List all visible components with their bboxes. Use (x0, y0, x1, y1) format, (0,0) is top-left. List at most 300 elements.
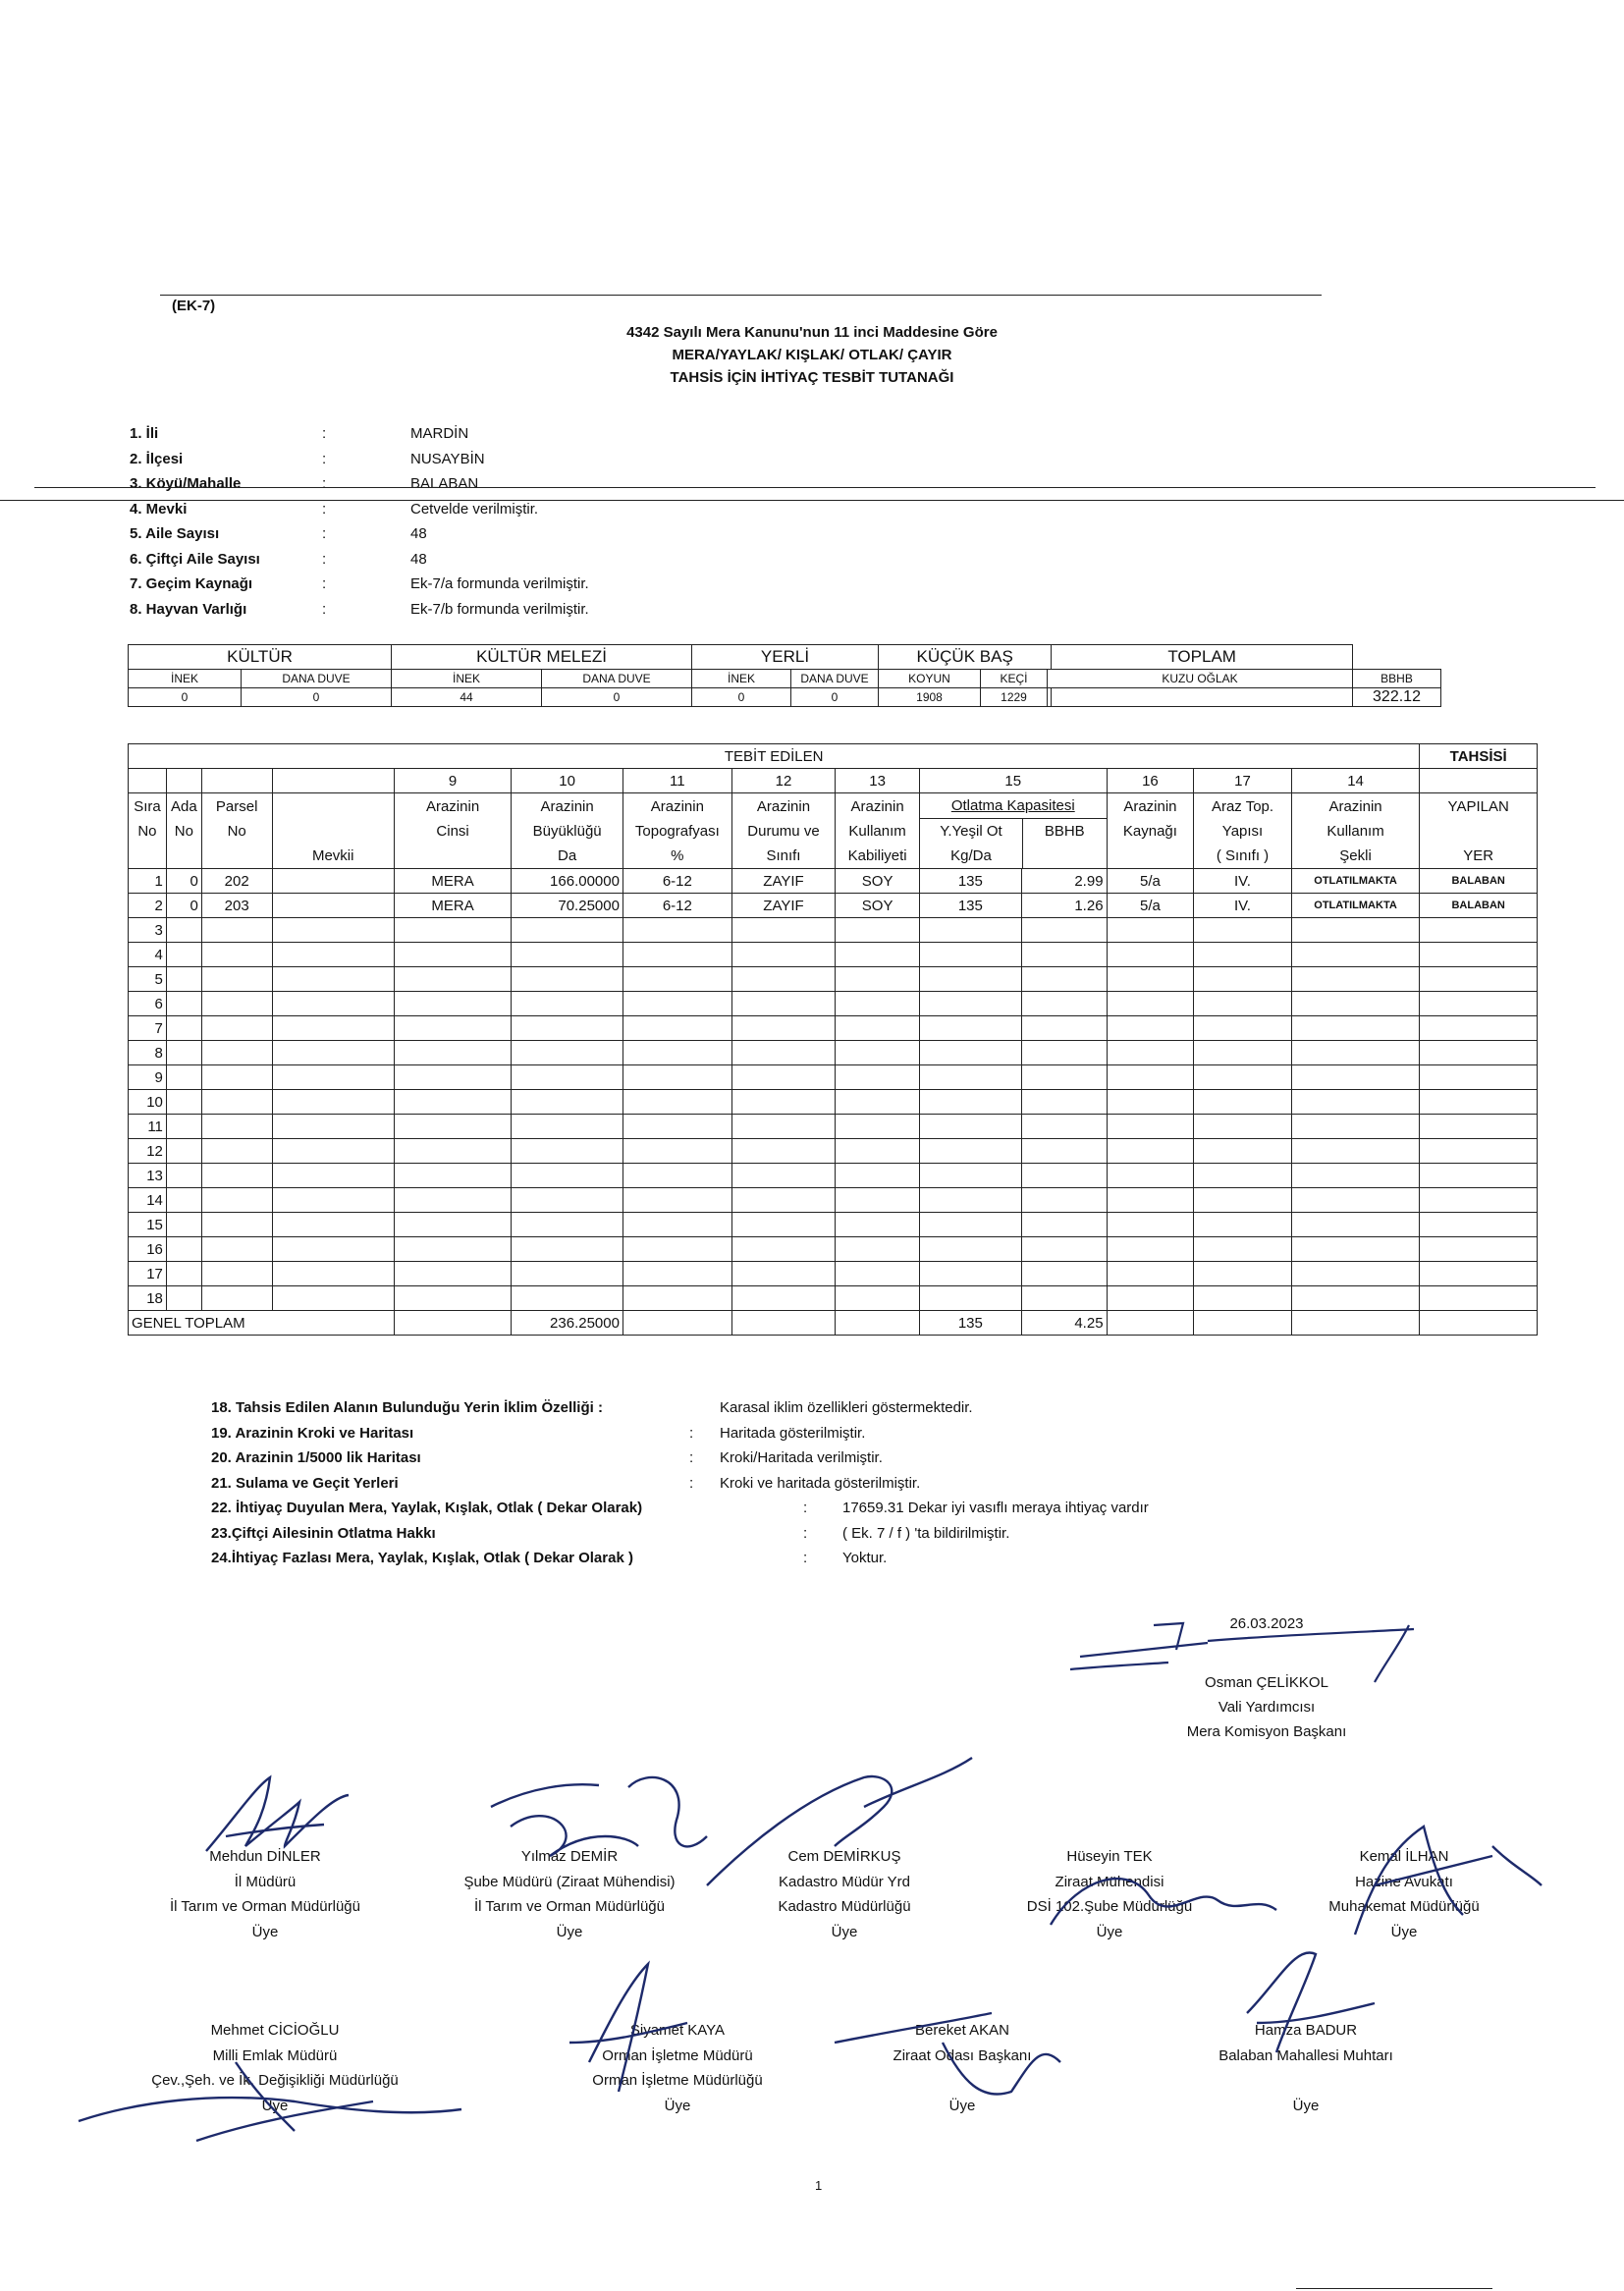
member-org: İl Tarım ve Orman Müdürlüğü (474, 1898, 665, 1915)
table-cell (201, 918, 272, 943)
col-header: YER (1463, 846, 1494, 864)
item-value: ( Ek. 7 / f ) 'ta bildirilmiştir. (842, 1524, 1010, 1542)
table-cell (1291, 1016, 1420, 1041)
livestock-value: 0 (129, 688, 242, 707)
table-cell (1420, 1016, 1538, 1041)
table-cell (1107, 1016, 1194, 1041)
row-number: 4 (129, 943, 167, 967)
table-cell (919, 918, 1021, 943)
table-cell (512, 943, 623, 967)
table-row (129, 1164, 1538, 1188)
table-cell (166, 1090, 201, 1115)
col-header: Topografyası (634, 822, 720, 840)
table-cell (512, 1262, 623, 1286)
member-role: Üye (1390, 1923, 1418, 1940)
table-cell (836, 1139, 920, 1164)
table-cell (731, 918, 836, 943)
table-cell (836, 1237, 920, 1262)
item-label: 19. Arazinin Kroki ve Haritası (211, 1424, 414, 1442)
table-cell (1194, 943, 1291, 967)
table-cell (1194, 1164, 1291, 1188)
table-cell (272, 1286, 394, 1311)
member-role: Üye (556, 1923, 583, 1940)
table-cell (1420, 1090, 1538, 1115)
member-title: Ziraat Mühendisi (1055, 1873, 1164, 1890)
table-cell (1107, 943, 1194, 967)
table-cell (731, 1041, 836, 1065)
table-cell (1291, 967, 1420, 992)
col-header: Kaynağı (1122, 822, 1177, 840)
table-cell (836, 1164, 920, 1188)
table-cell (919, 1041, 1021, 1065)
livestock-value-blank (1052, 688, 1353, 707)
info-separator: : (322, 575, 327, 592)
table-cell (1021, 967, 1107, 992)
livestock-subheader: DANA DUVE (242, 670, 392, 688)
form-code: (EK-7) (172, 298, 216, 314)
table-cell (1420, 1286, 1538, 1311)
table-cell (512, 1065, 623, 1090)
member-org: İl Tarım ve Orman Müdürlüğü (170, 1898, 360, 1915)
row-number: 7 (129, 1016, 167, 1041)
member-name: Kemal İLHAN (1359, 1848, 1449, 1865)
table-cell (512, 1286, 623, 1311)
table-row (129, 1115, 1538, 1139)
table-cell (919, 1016, 1021, 1041)
table-cell: SOY (836, 894, 920, 918)
item-value: Kroki ve haritada gösterilmiştir. (720, 1474, 921, 1492)
item-separator: : (803, 1500, 808, 1516)
col-number: 11 (623, 769, 731, 793)
table-row (129, 894, 1538, 918)
col-header: Mevkii (311, 847, 354, 864)
table-cell (201, 1139, 272, 1164)
table-cell (201, 1016, 272, 1041)
table-cell (272, 1237, 394, 1262)
table-cell (166, 1139, 201, 1164)
table-cell (1021, 1213, 1107, 1237)
col-header: No (227, 822, 246, 840)
table-cell (623, 1164, 731, 1188)
table-cell (1107, 1139, 1194, 1164)
table-cell (166, 1262, 201, 1286)
info-value: Cetvelde verilmiştir. (410, 500, 539, 518)
table-cell (1107, 1065, 1194, 1090)
table-cell (623, 1041, 731, 1065)
info-separator: : (322, 500, 327, 518)
col-header: Arazinin (1328, 797, 1382, 815)
table-cell (919, 1090, 1021, 1115)
table-cell (201, 1090, 272, 1115)
table-cell: 1.26 (1021, 894, 1107, 918)
table-cell (836, 1016, 920, 1041)
table-cell (1107, 1237, 1194, 1262)
info-label: 1. İli (130, 425, 159, 442)
row-number: 10 (129, 1090, 167, 1115)
col-header: Şekli (1339, 846, 1372, 864)
member-org: Orman İşletme Müdürlüğü (592, 2072, 763, 2089)
info-label: 4. Mevki (130, 500, 188, 518)
table-cell (623, 1065, 731, 1090)
col-number: 15 (919, 769, 1107, 793)
table-cell: 5/a (1107, 869, 1194, 894)
member-name: Yılmaz DEMİR (520, 1848, 619, 1865)
table-cell: BALABAN (1420, 869, 1538, 894)
table-cell (272, 1262, 394, 1286)
table-cell: 166.00000 (512, 869, 623, 894)
table-cell: BALABAN (1420, 894, 1538, 918)
table-cell (1194, 918, 1291, 943)
table-cell (1107, 1164, 1194, 1188)
table-cell (1107, 1286, 1194, 1311)
item-separator: : (689, 1474, 694, 1492)
table-cell: 6-12 (623, 894, 731, 918)
table-cell (394, 992, 511, 1016)
table-cell: ZAYIF (731, 869, 836, 894)
table-cell (1194, 992, 1291, 1016)
table-cell (1291, 918, 1420, 943)
table-cell (1021, 1164, 1107, 1188)
col-header: Otlatma Kapasitesi (950, 797, 1075, 814)
info-label: 2. İlçesi (130, 450, 184, 467)
col-header: Büyüklüğü (532, 822, 602, 840)
row-number: 18 (129, 1286, 167, 1311)
livestock-value: 1229 (981, 688, 1048, 707)
row-number: 11 (129, 1115, 167, 1139)
col-header: Yapısı (1221, 822, 1264, 840)
member-name: Mehdun DİNLER (209, 1848, 321, 1865)
table-cell (1107, 992, 1194, 1016)
table-cell (1291, 1286, 1420, 1311)
col-header: Arazinin (850, 797, 904, 815)
table-row (129, 1237, 1538, 1262)
livestock-value: 322.12 (1353, 688, 1441, 707)
table-cell (272, 1041, 394, 1065)
table-cell: OTLATILMAKTA (1291, 869, 1420, 894)
chair-name: Osman ÇELİKKOL (1205, 1674, 1328, 1691)
table-cell (394, 1016, 511, 1041)
table-cell (272, 1188, 394, 1213)
table-cell (1194, 1090, 1291, 1115)
table-cell (836, 1041, 920, 1065)
table-cell (166, 1065, 201, 1090)
item-separator: : (689, 1449, 694, 1466)
member-org: Muhakemat Müdürlüğü (1328, 1898, 1480, 1915)
table-cell (512, 1213, 623, 1237)
livestock-value: 0 (242, 688, 392, 707)
info-separator: : (322, 550, 327, 568)
table-cell (272, 1090, 394, 1115)
table-cell (1420, 918, 1538, 943)
livestock-value: 0 (692, 688, 791, 707)
table-cell: 2.99 (1021, 869, 1107, 894)
info-value: MARDİN (410, 425, 469, 442)
table-row (129, 943, 1538, 967)
table-cell (512, 1090, 623, 1115)
total-area: 236.25000 (512, 1311, 623, 1336)
item-separator: : (689, 1424, 694, 1442)
table-cell (1194, 1286, 1291, 1311)
table-row (129, 869, 1538, 894)
livestock-value: 0 (542, 688, 692, 707)
table-cell (1021, 918, 1107, 943)
table-cell (836, 1115, 920, 1139)
table-cell (1021, 1041, 1107, 1065)
col-number: 16 (1107, 769, 1194, 793)
table-cell (201, 1188, 272, 1213)
table-row (129, 1090, 1538, 1115)
table-cell (394, 1237, 511, 1262)
info-value: NUSAYBİN (410, 450, 485, 467)
col-header: Parsel (215, 797, 258, 815)
row-number: 12 (129, 1139, 167, 1164)
table-cell (272, 992, 394, 1016)
livestock-subheader: İNEK (392, 670, 542, 688)
livestock-subheader: DANA DUVE (791, 670, 879, 688)
member-title: Şube Müdürü (Ziraat Mühendisi) (463, 1873, 676, 1890)
col-header: Kabiliyeti (847, 846, 907, 864)
title-line-1: 4342 Sayılı Mera Kanunu'nun 11 inci Maddesine Göre (626, 324, 998, 341)
col-header: Araz Top. (1211, 797, 1274, 815)
table-cell (1107, 967, 1194, 992)
col-header: Kullanım (1326, 822, 1384, 840)
table-cell (166, 943, 201, 967)
table-cell (836, 967, 920, 992)
member-org: DSİ 102.Şube Müdürlüğü (1026, 1898, 1193, 1915)
table-cell: 5/a (1107, 894, 1194, 918)
table-cell (1021, 1090, 1107, 1115)
parcel-table (128, 743, 1538, 1336)
info-separator: : (322, 450, 327, 467)
table-cell (394, 1188, 511, 1213)
col-header: Arazinin (650, 797, 704, 815)
chair-date: 26.03.2023 (1229, 1615, 1304, 1632)
item-label: 24.İhtiyaç Fazlası Mera, Yaylak, Kışlak, Otlak ( Dekar Olarak ) (211, 1550, 633, 1566)
col-header: Sınıfı (766, 846, 801, 864)
table-cell (201, 1237, 272, 1262)
table-cell (1420, 1041, 1538, 1065)
table-cell (623, 918, 731, 943)
table-cell (1021, 1237, 1107, 1262)
col-header: Arazinin (425, 797, 480, 815)
table-cell (394, 1213, 511, 1237)
member-role: Üye (1292, 2097, 1320, 2114)
table-cell (201, 1164, 272, 1188)
table-cell (919, 1262, 1021, 1286)
page-number: 1 (815, 2178, 823, 2193)
table-cell (1194, 1016, 1291, 1041)
table-cell (731, 943, 836, 967)
table-cell: 6-12 (623, 869, 731, 894)
table-cell (1420, 1237, 1538, 1262)
table-cell: 70.25000 (512, 894, 623, 918)
item-value: Haritada gösterilmiştir. (720, 1424, 866, 1442)
table-cell (1021, 943, 1107, 967)
table-cell (1021, 1262, 1107, 1286)
table-cell: MERA (394, 894, 511, 918)
table-cell (623, 1213, 731, 1237)
member-org: Kadastro Müdürlüğü (778, 1898, 911, 1915)
table-cell (1107, 1262, 1194, 1286)
table-cell: 0 (166, 869, 201, 894)
group-header: KÜLTÜR MELEZİ (392, 645, 692, 670)
livestock-subheader: KEÇİ (981, 670, 1048, 688)
col-header: Sıra (134, 797, 161, 815)
table-cell (1194, 967, 1291, 992)
col-number: 17 (1194, 769, 1291, 793)
parcel-group-header: TEBİT EDİLEN (129, 744, 1420, 769)
table-cell (731, 1065, 836, 1090)
table-cell (919, 1065, 1021, 1090)
table-cell (1420, 943, 1538, 967)
table-cell (731, 1115, 836, 1139)
table-cell (1291, 1065, 1420, 1090)
table-cell (166, 967, 201, 992)
livestock-subheader: İNEK (129, 670, 242, 688)
table-cell (623, 1115, 731, 1139)
info-value: BALABAN (410, 475, 479, 492)
table-cell (731, 1090, 836, 1115)
table-cell (394, 1139, 511, 1164)
table-cell (201, 1286, 272, 1311)
table-cell (731, 992, 836, 1016)
col-number: 14 (1291, 769, 1420, 793)
table-row (129, 1065, 1538, 1090)
table-cell (272, 918, 394, 943)
table-cell (1420, 1065, 1538, 1090)
table-cell (166, 1237, 201, 1262)
table-cell (201, 967, 272, 992)
table-cell (1291, 1090, 1420, 1115)
info-value: 48 (410, 525, 427, 542)
table-row (129, 1286, 1538, 1311)
table-cell (836, 1188, 920, 1213)
livestock-subheader: BBHB (1353, 670, 1441, 688)
table-cell (394, 967, 511, 992)
table-row (129, 1139, 1538, 1164)
col-header: Arazinin (1123, 797, 1177, 815)
info-separator: : (322, 475, 327, 492)
table-cell (1021, 1139, 1107, 1164)
member-role: Üye (261, 2097, 289, 2114)
table-cell: ZAYIF (731, 894, 836, 918)
col-header: No (137, 822, 157, 840)
col-header: Y.Yeşil Ot (940, 823, 1002, 840)
group-header: KÜÇÜK BAŞ (879, 645, 1052, 670)
table-cell (166, 1164, 201, 1188)
table-cell (512, 1237, 623, 1262)
table-cell (836, 943, 920, 967)
info-separator: : (322, 425, 327, 442)
item-label: 23.Çiftçi Ailesinin Otlatma Hakkı (211, 1524, 436, 1542)
table-cell (166, 1115, 201, 1139)
table-cell: 202 (201, 869, 272, 894)
table-cell (731, 1213, 836, 1237)
table-cell: IV. (1194, 894, 1291, 918)
chair-title: Vali Yardımcısı (1218, 1699, 1316, 1716)
table-cell (1194, 1188, 1291, 1213)
member-title: Kadastro Müdür Yrd (779, 1873, 910, 1890)
member-signatures-lower (0, 2003, 1624, 2190)
table-cell (1021, 1065, 1107, 1090)
group-header: TOPLAM (1052, 645, 1353, 670)
table-cell (1107, 1213, 1194, 1237)
item-separator: : (803, 1524, 808, 1542)
title-line-2: MERA/YAYLAK/ KIŞLAK/ OTLAK/ ÇAYIR (672, 347, 952, 363)
table-cell (201, 1262, 272, 1286)
table-cell (394, 1286, 511, 1311)
table-cell (731, 1237, 836, 1262)
col-number: 10 (512, 769, 623, 793)
table-cell (731, 967, 836, 992)
table-cell (201, 943, 272, 967)
table-cell: 2 (129, 894, 167, 918)
col-header: Cinsi (436, 822, 469, 840)
row-number: 6 (129, 992, 167, 1016)
table-cell (394, 1115, 511, 1139)
table-cell (1291, 1213, 1420, 1237)
livestock-value: 0 (791, 688, 879, 707)
group-header: YERLİ (692, 645, 879, 670)
table-cell (1107, 918, 1194, 943)
livestock-value: 1908 (879, 688, 981, 707)
table-cell (919, 1188, 1021, 1213)
table-cell (1420, 992, 1538, 1016)
table-cell (731, 1164, 836, 1188)
table-cell (1420, 1164, 1538, 1188)
table-cell (1107, 1090, 1194, 1115)
info-label: 5. Aile Sayısı (130, 525, 220, 542)
table-cell: IV. (1194, 869, 1291, 894)
table-cell (272, 1016, 394, 1041)
row-number: 3 (129, 918, 167, 943)
table-cell (623, 992, 731, 1016)
table-cell (836, 1065, 920, 1090)
table-cell (836, 1262, 920, 1286)
chair-role: Mera Komisyon Başkanı (1186, 1723, 1347, 1740)
table-cell (1107, 1115, 1194, 1139)
info-separator: : (322, 600, 327, 618)
col-header: BBHB (1044, 823, 1085, 840)
table-cell (1021, 1188, 1107, 1213)
col-number: 12 (731, 769, 836, 793)
table-cell (394, 1262, 511, 1286)
table-cell (1291, 1262, 1420, 1286)
table-cell (512, 1139, 623, 1164)
table-row (129, 1262, 1538, 1286)
row-number: 14 (129, 1188, 167, 1213)
table-cell: 203 (201, 894, 272, 918)
table-cell (166, 1213, 201, 1237)
table-cell (1291, 1139, 1420, 1164)
table-cell (1021, 1115, 1107, 1139)
col-header: ( Sınıfı ) (1216, 846, 1270, 864)
livestock-subheader: KUZU OĞLAK (1048, 670, 1353, 688)
table-cell (394, 943, 511, 967)
table-cell (512, 1115, 623, 1139)
table-cell (512, 1188, 623, 1213)
row-number: 9 (129, 1065, 167, 1090)
table-cell (1021, 1286, 1107, 1311)
table-cell (394, 1090, 511, 1115)
total-yesil: 135 (919, 1311, 1021, 1336)
table-cell (731, 1286, 836, 1311)
row-number: 15 (129, 1213, 167, 1237)
table-cell (1194, 1237, 1291, 1262)
table-cell (201, 1041, 272, 1065)
table-cell: SOY (836, 869, 920, 894)
member-title: Ziraat Odası Başkanı (893, 2046, 1032, 2064)
